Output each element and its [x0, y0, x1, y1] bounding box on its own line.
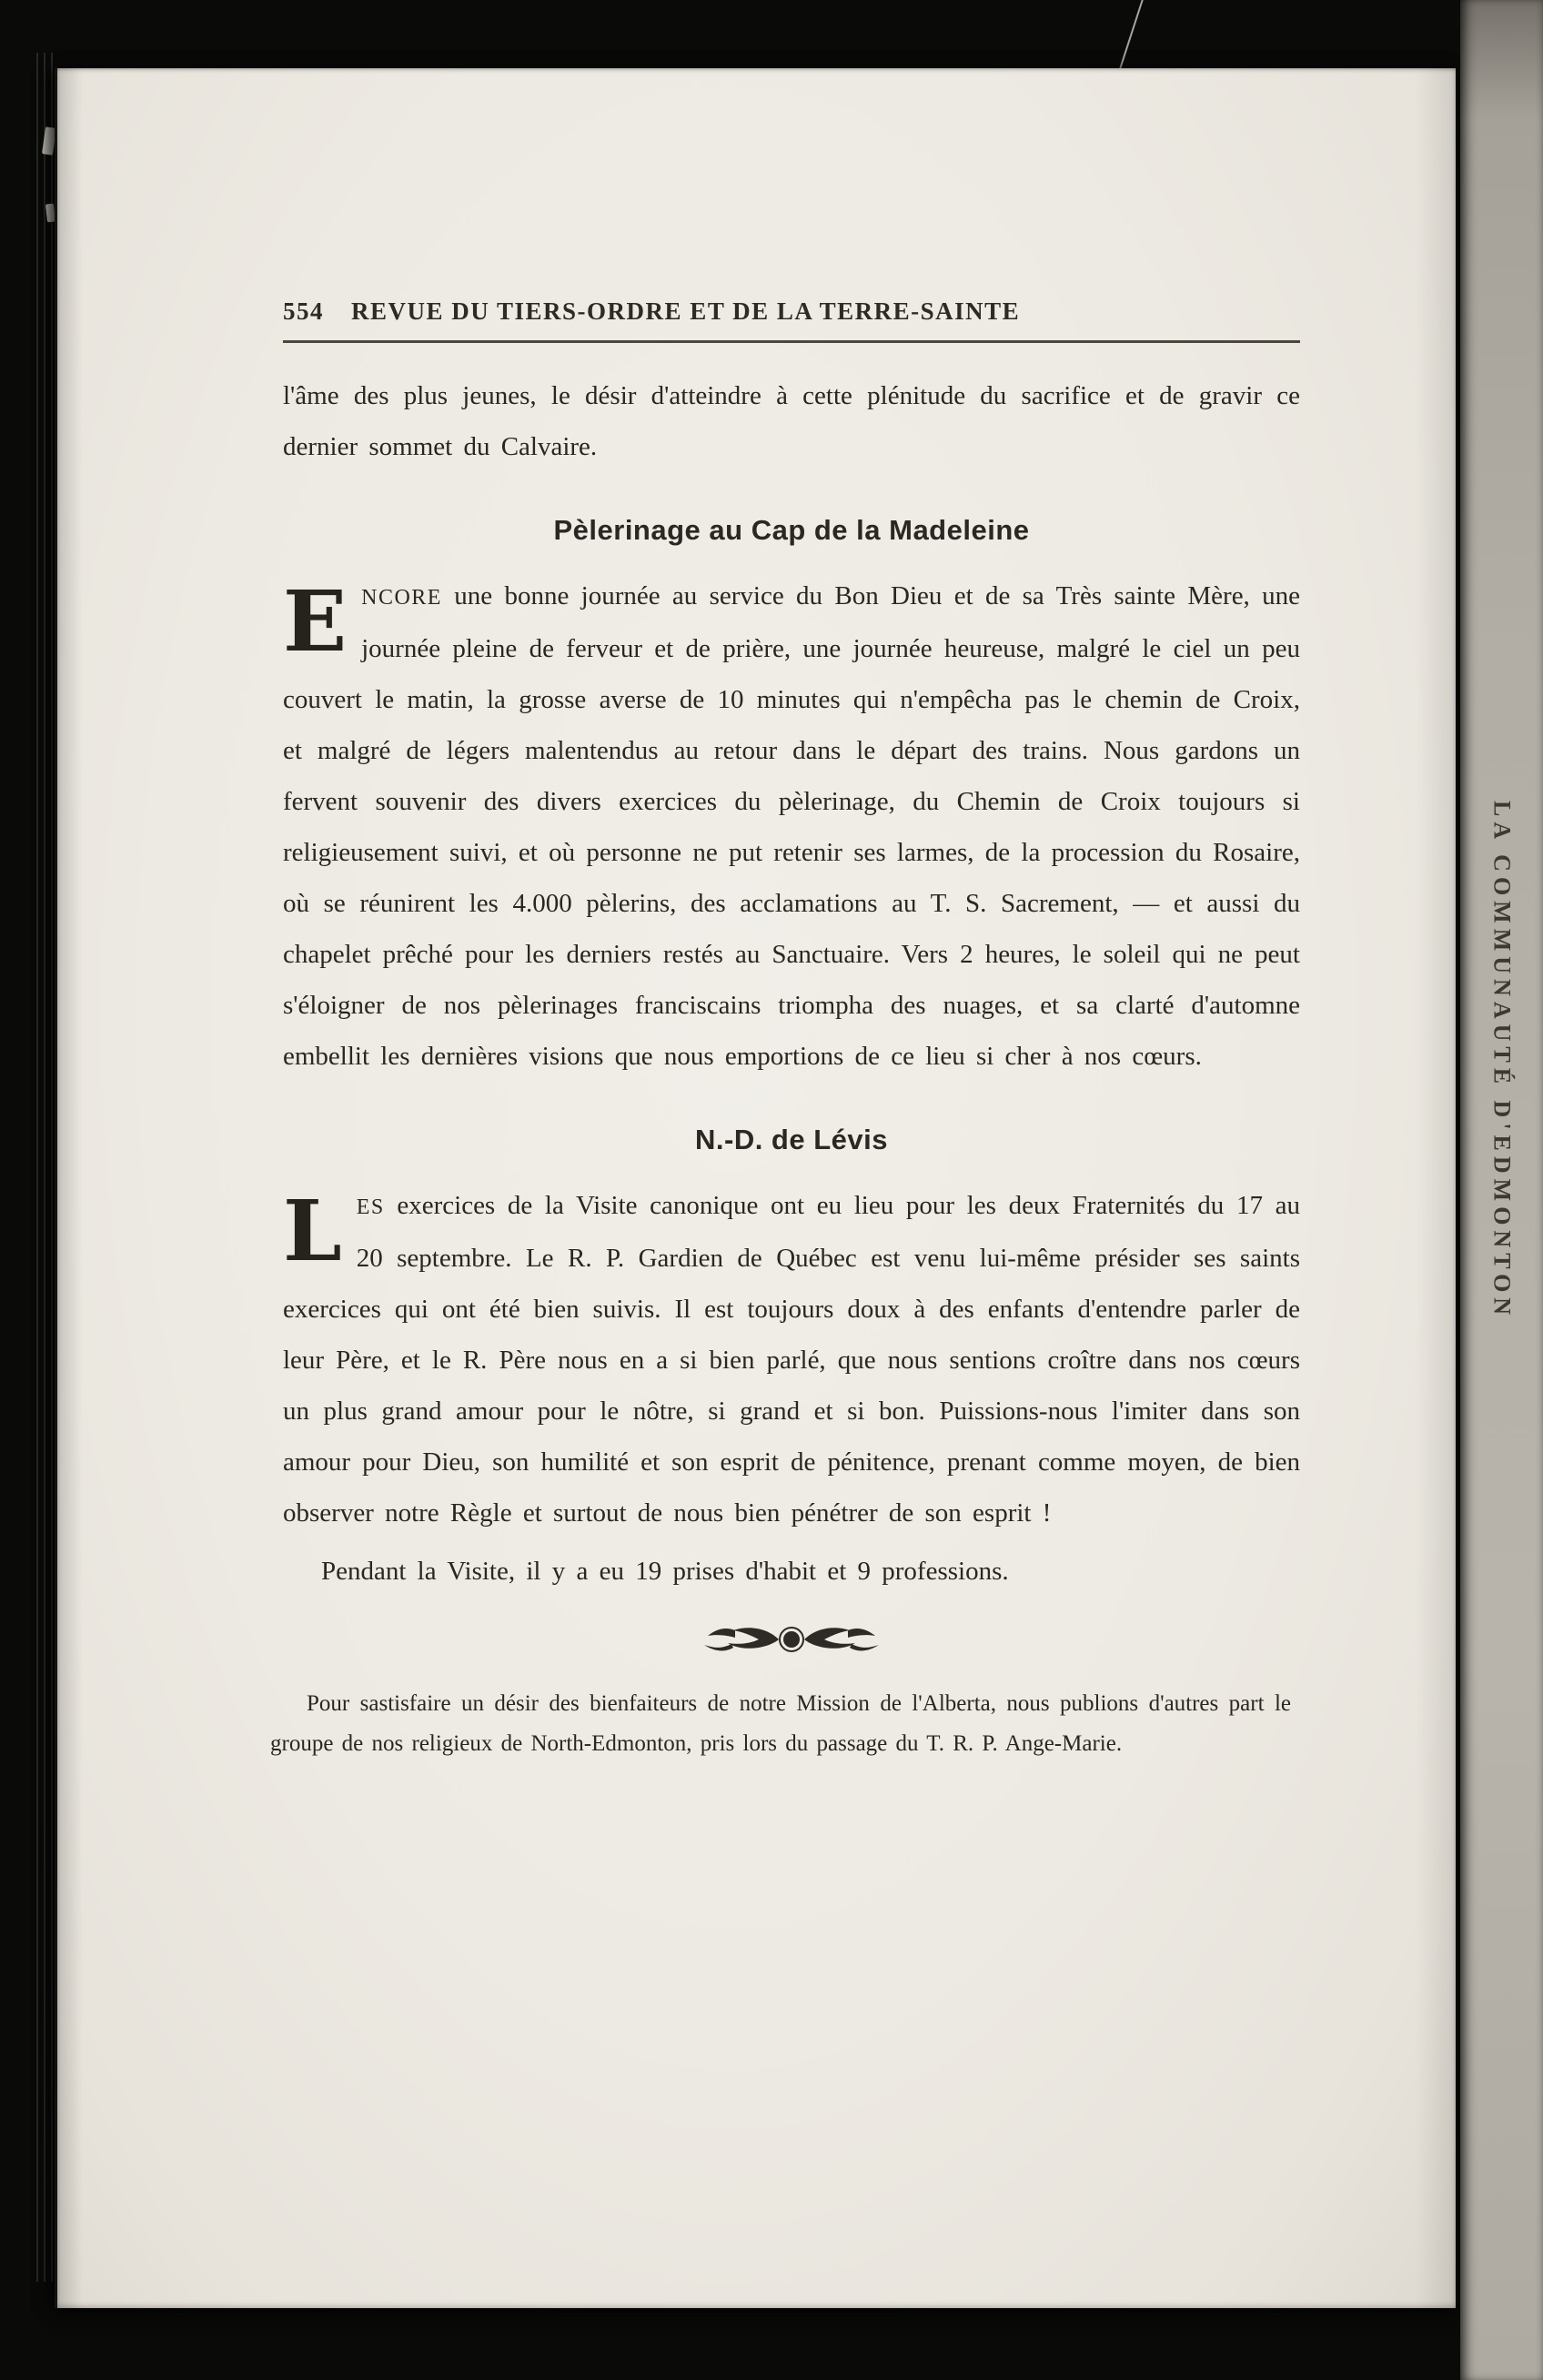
ornament-row: [283, 1620, 1300, 1659]
book-page-edges: [31, 53, 53, 2282]
page-content: [270, 298, 1300, 1764]
lead-word: NCORE: [361, 586, 442, 610]
next-page-edge: [1460, 0, 1543, 2380]
footnote-paragraph: Pour sastisfaire un désir des bienfaiteurs de notre Mission de l'Alberta, nous publions d'autres part le groupe de nos religieux de North-Edmonton, pris lors du passage du T. R. P. Ange-Marie.: [270, 1691, 1291, 1756]
pelerinage-paragraph: [283, 570, 1300, 1082]
header-rule: [283, 340, 1300, 343]
lead-word: ES: [356, 1195, 385, 1219]
page-number: 554: [283, 298, 324, 325]
book-page: [55, 68, 1456, 2308]
journal-title: REVUE DU TIERS-ORDRE ET DE LA TERRE-SAINTE: [351, 298, 1021, 325]
closing-paragraph: Pendant la Visite, il y a eu 19 prises d'habit et 9 professions.: [321, 1557, 1009, 1586]
levis-paragraph: [283, 1180, 1300, 1538]
section-heading-levis: N.-D. de Lévis: [695, 1124, 888, 1155]
paragraph-text: exercices de la Visite canonique ont eu lieu pour les deux Fraternités du 17 au 20 septembre. Le R. P. Gardien de Québec est venu lui-même présider ses saints exercices qui ont été bien suivis. Il est toujours doux à des enfants d'entendre parler de leur Père, et le R. Père nous en a si bien parlé, que nous sentions croître dans nos cœurs un plus grand amour pour le nôtre, si grand et si bon. Puissions-nous l'imiter dans son amour pour Dieu, son humilité et son esprit de pénitence, prenant comme moyen, de bien observer notre Règle et surtout de nous bien pénétrer de son esprit !: [283, 1191, 1300, 1528]
paragraph-text: une bonne journée au service du Bon Dieu et de sa Très sainte Mère, une journée pleine de ferveur et de prière, une journée heureuse, malgré le ciel un peu couvert le matin, la grosse averse de 10 minutes qui n'empêcha pas le chemin de Croix, et malgré de légers malentendus au retour dans le départ des trains. Nous gardons un fervent souvenir des divers exercices du pèlerinage, du Chemin de Croix toujours si religieusement suivi, et où personne ne put retenir ses larmes, de la procession du Rosaire, où se réunirent les 4.000 pèlerins, des acclamations au T. S. Sacrement, — et aussi du chapelet prêché pour les derniers restés au Sanctuaire. Vers 2 heures, le soleil qui ne peut s'éloigner de nos pèlerinages franciscains triompha des nuages, et sa clarté d'automne embellit les dernières visions que nous emportions de ce lieu si cher à nos cœurs.: [283, 581, 1300, 1071]
section-heading-pelerinage: Pèlerinage au Cap de la Madeleine: [553, 514, 1030, 546]
fleuron-ornament: [691, 1620, 892, 1659]
drop-cap-initial: E: [283, 572, 348, 671]
scan-scratch: [1119, 0, 1145, 69]
next-page-vertical-title: LA COMMUNAUTÉ D'EDMONTON: [1488, 801, 1516, 1321]
intro-paragraph: l'âme des plus jeunes, le désir d'atteindre à cette plénitude du sacrifice et de gravir ce dernier sommet du Calvaire.: [283, 381, 1300, 461]
running-header: [283, 298, 1300, 326]
drop-cap-initial: L: [283, 1182, 342, 1280]
